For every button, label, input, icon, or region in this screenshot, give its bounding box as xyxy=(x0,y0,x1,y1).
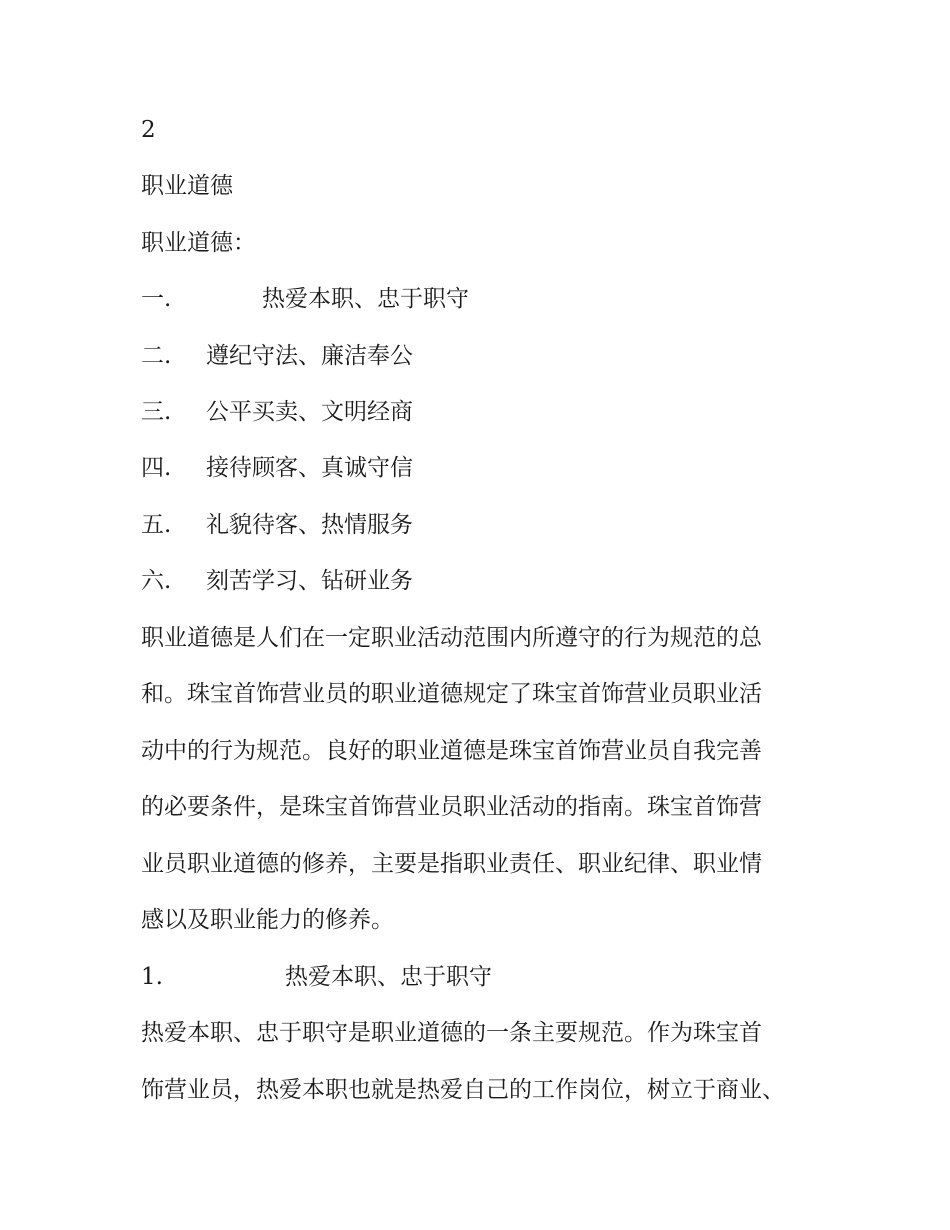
document-heading: 职业道德 xyxy=(141,173,233,199)
paragraph-line: 的必要条件，是珠宝首饰营业员职业活动的指南。珠宝首饰营 xyxy=(141,794,762,820)
paragraph-line: 饰营业员，热爱本职也就是热爱自己的工作岗位，树立于商业、 xyxy=(141,1077,785,1103)
document-subheading: 职业道德： xyxy=(141,230,256,256)
paragraph-line: 感以及职业能力的修养。 xyxy=(141,907,394,933)
principle-text: 刻苦学习、钻研业务 xyxy=(206,568,413,594)
principle-number: 三. xyxy=(141,399,172,425)
paragraph-line: 和。珠宝首饰营业员的职业道德规定了珠宝首饰营业员职业活 xyxy=(141,681,762,707)
principle-number: 四. xyxy=(141,455,172,481)
paragraph-line: 职业道德是人们在一定职业活动范围内所遵守的行为规范的总 xyxy=(141,625,762,651)
paragraph-line: 动中的行为规范。良好的职业道德是珠宝首饰营业员自我完善 xyxy=(141,738,762,764)
principle-item xyxy=(141,566,741,596)
principle-text: 礼貌待客、热情服务 xyxy=(206,512,413,538)
principle-number: 二. xyxy=(141,343,172,369)
section-title: 热爱本职、忠于职守 xyxy=(285,964,492,990)
paragraph-line: 热爱本职、忠于职守是职业道德的一条主要规范。作为珠宝首 xyxy=(141,1020,762,1046)
principle-number: 五. xyxy=(141,512,172,538)
page-number: 2 xyxy=(141,117,156,143)
principle-text: 遵纪守法、廉洁奉公 xyxy=(206,343,413,369)
principle-item xyxy=(141,510,741,540)
paragraph-line: 业员职业道德的修养，主要是指职业责任、职业纪律、职业情 xyxy=(141,851,762,877)
principle-text: 热爱本职、忠于职守 xyxy=(262,286,469,312)
principle-item xyxy=(141,284,741,314)
principle-text: 接待顾客、真诚守信 xyxy=(206,455,413,481)
principle-text: 公平买卖、文明经商 xyxy=(206,399,413,425)
principle-number: 六. xyxy=(141,568,172,594)
section-heading xyxy=(141,962,741,992)
principle-item xyxy=(141,397,741,427)
principle-number: 一. xyxy=(141,286,172,312)
principle-item xyxy=(141,453,741,483)
principle-item xyxy=(141,341,741,371)
section-number: 1. xyxy=(141,964,163,990)
